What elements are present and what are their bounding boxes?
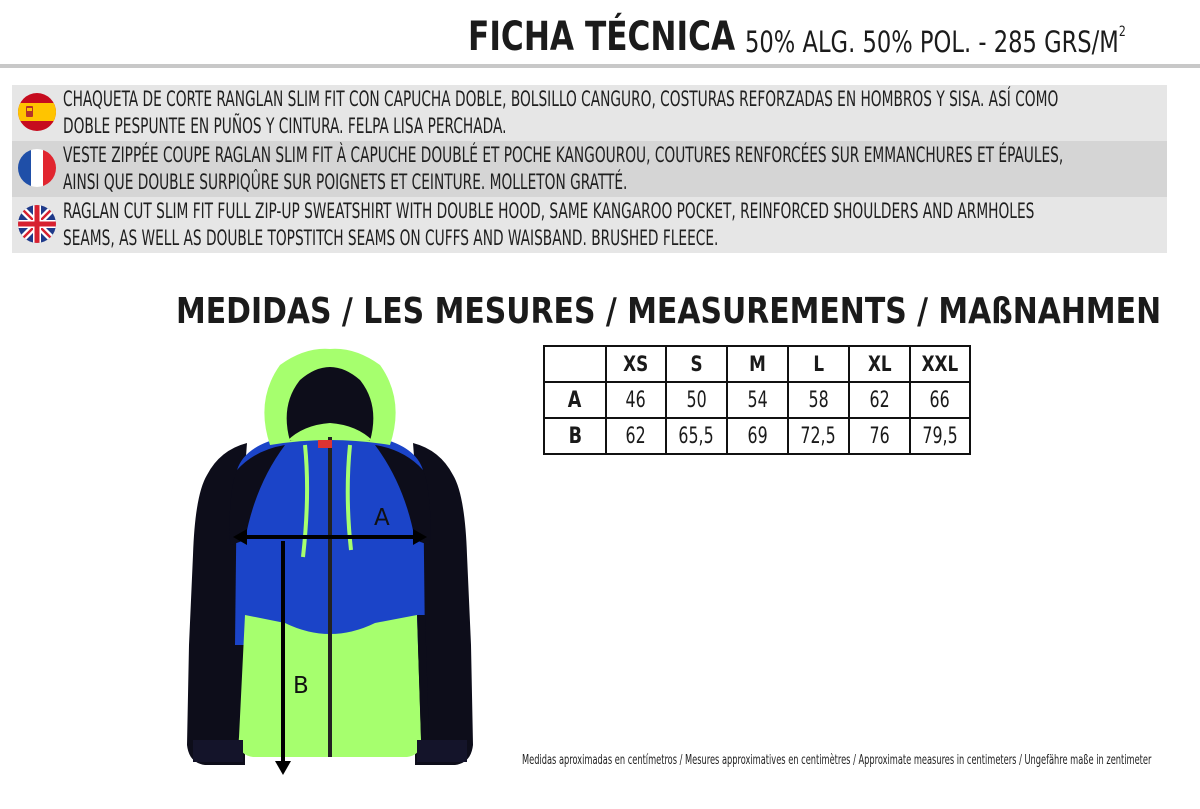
column-header: XS <box>606 346 666 382</box>
column-header: XL <box>849 346 910 382</box>
description-row-english <box>12 197 1167 253</box>
description-text-english <box>63 199 1128 252</box>
column-header: S <box>666 346 727 382</box>
description-line: RAGLAN CUT SLIM FIT FULL ZIP-UP SWEATSHIRT WITH DOUBLE HOOD, SAME KANGAROO POCKET, REINFORCED SHOULDERS AND ARMHOLES <box>63 199 1035 224</box>
description-text-spanish <box>63 87 1128 140</box>
table-cell: 58 <box>788 382 849 418</box>
table-cell: 46 <box>606 382 666 418</box>
table-cell: 65,5 <box>666 418 727 454</box>
table-cell: 54 <box>727 382 788 418</box>
product-descriptions <box>12 85 1167 253</box>
description-text-french <box>63 143 1128 196</box>
description-line: VESTE ZIPPÉE COUPE RAGLAN SLIM FIT À CAPUCHE DOUBLÉ ET POCHE KANGOUROU, COUTURES RENFORCÉES SUR EMMANCHURES ET ÉPAULES, <box>63 143 1064 168</box>
hoodie-illustration <box>185 345 475 785</box>
table-cell: 50 <box>666 382 727 418</box>
france-flag-icon <box>18 149 56 187</box>
table-cell: 72,5 <box>788 418 849 454</box>
column-header: XXL <box>910 346 970 382</box>
table-cell: 79,5 <box>910 418 970 454</box>
description-line: DOBLE PESPUNTE EN PUÑOS Y CINTURA. FELPA LISA PERCHADA. <box>63 113 507 139</box>
table-cell: 62 <box>606 418 666 454</box>
table-row <box>544 382 970 418</box>
description-line: SEAMS, AS WELL AS DOUBLE TOPSTITCH SEAMS ON CUFFS AND WAISBAND. BRUSHED FLEECE. <box>63 225 719 251</box>
composition-text: 50% ALG. 50% POL. - 285 GRS/M <box>745 25 1119 59</box>
table-cell: 69 <box>727 418 788 454</box>
row-header: A <box>544 382 606 418</box>
spain-flag-icon <box>18 93 56 131</box>
page-title: FICHA TÉCNICA <box>468 14 736 60</box>
table-cell: 62 <box>849 382 910 418</box>
composition-superscript: 2 <box>1118 24 1126 40</box>
description-row-spanish <box>12 85 1167 141</box>
table-corner-cell <box>544 346 606 382</box>
fabric-composition <box>745 24 1126 59</box>
column-header: L <box>788 346 849 382</box>
measurement-b-label: B <box>293 673 309 699</box>
row-header: B <box>544 418 606 454</box>
column-header: M <box>727 346 788 382</box>
table-header-row <box>544 346 970 382</box>
header <box>0 0 1200 68</box>
measurement-a-label: A <box>374 505 390 531</box>
uk-flag-icon <box>18 205 56 243</box>
table-cell: 66 <box>910 382 970 418</box>
description-row-french <box>12 141 1167 197</box>
size-table <box>543 345 971 455</box>
description-line: AINSI QUE DOUBLE SURPIQÛRE SUR POIGNETS ET CEINTURE. MOLLETON GRATTÉ. <box>63 169 628 195</box>
header-divider <box>0 64 1200 68</box>
measurements-title: MEDIDAS / LES MESURES / MEASUREMENTS / MAßNAHMEN <box>176 291 1162 332</box>
table-row <box>544 418 970 454</box>
description-line: CHAQUETA DE CORTE RANGLAN SLIM FIT CON CAPUCHA DOBLE, BOLSILLO CANGURO, COSTURAS REFORZADAS EN HOMBROS Y SISA. ASÍ COMO <box>63 87 1059 112</box>
table-cell: 76 <box>849 418 910 454</box>
measurement-footnote: Medidas aproximadas en centímetros / Mesures approximatives en centimètres / Approximate measures in centimeters / Ungefähre maße in zentimeter <box>522 752 1152 768</box>
